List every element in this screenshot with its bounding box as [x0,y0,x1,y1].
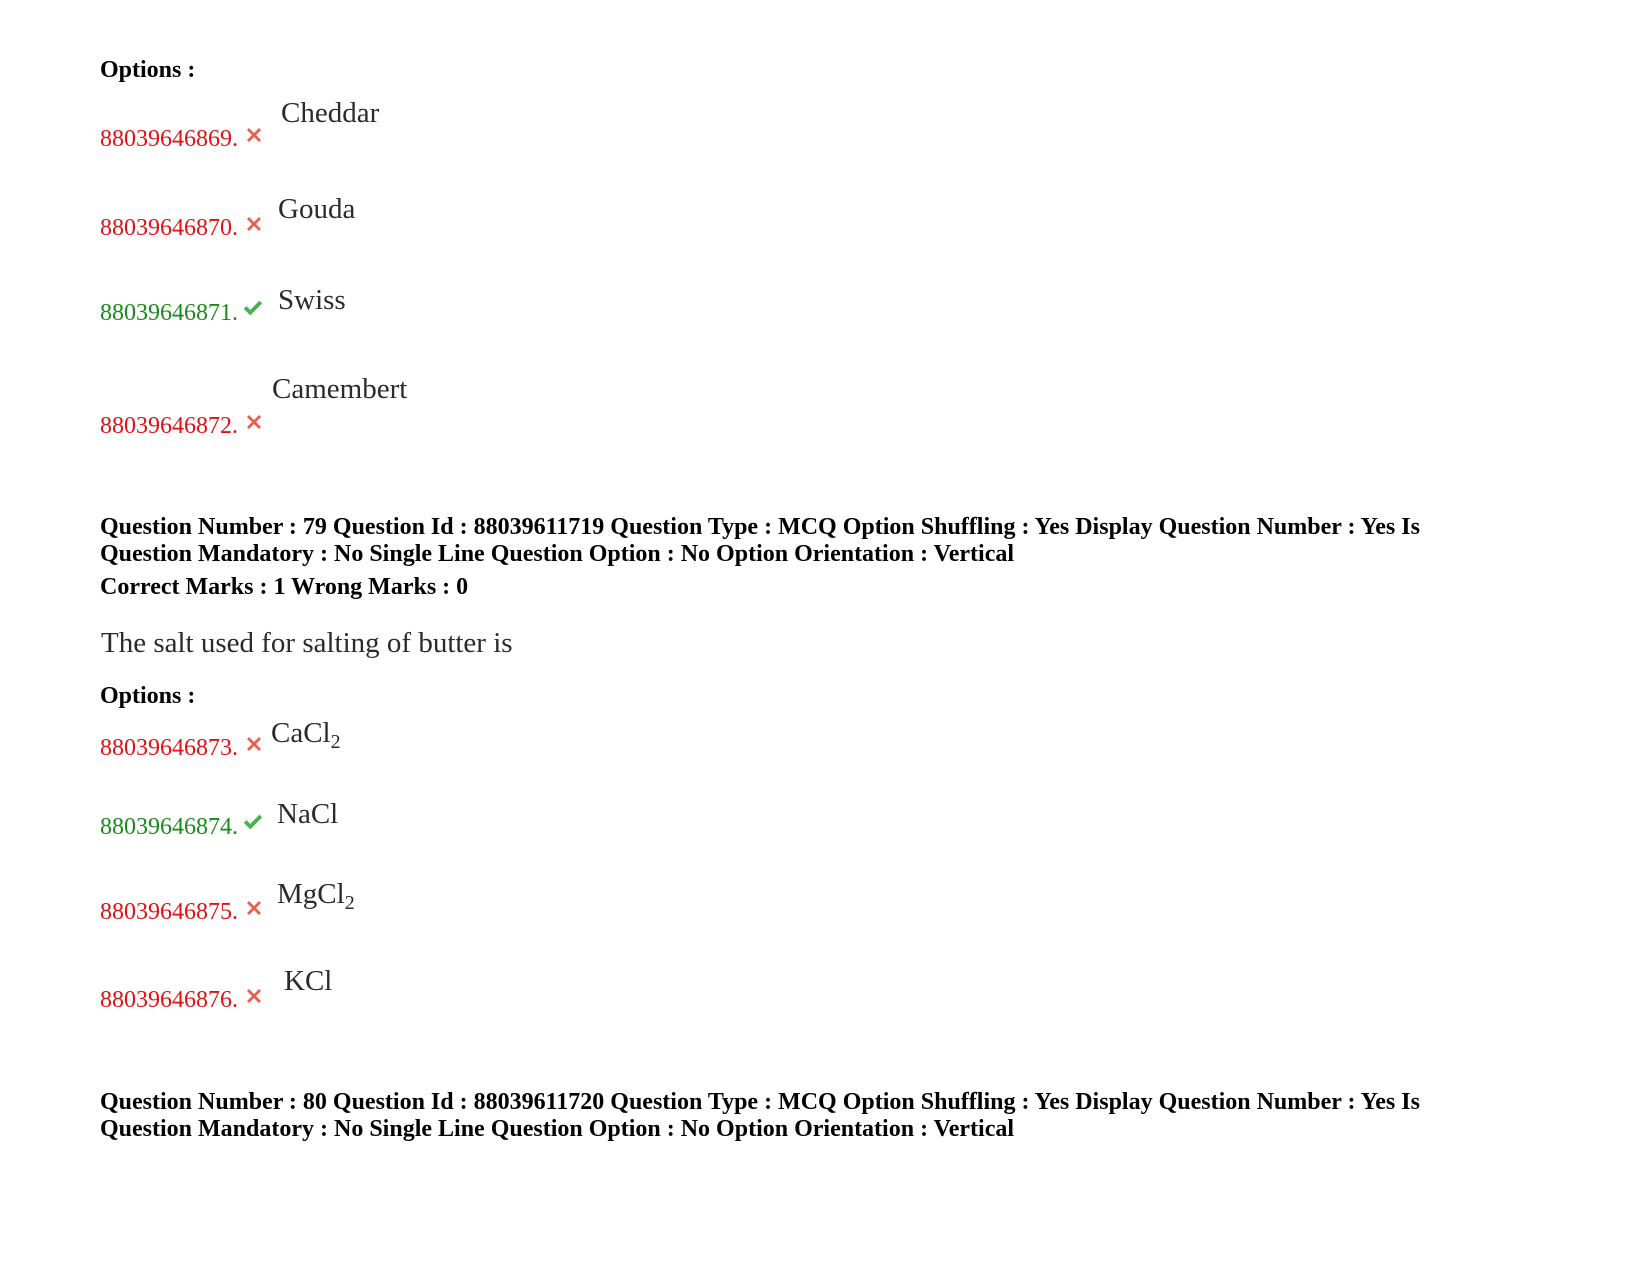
option-id: 88039646873. [100,735,238,761]
cross-icon [243,897,265,919]
question-meta [100,513,1560,568]
cross-icon [243,411,265,433]
cross-icon [243,733,265,755]
option-id: 88039646871. [100,300,238,326]
option-text: Camembert [272,373,408,405]
question-meta [100,1088,1560,1143]
cross-icon [243,124,265,146]
option-formula [277,797,338,831]
options-label: Options : [100,683,196,709]
formula-main: KCl [284,965,333,997]
marks-line: Correct Marks : 1 Wrong Marks : 0 [100,574,469,600]
formula-main: NaCl [277,798,339,830]
option-id: 88039646869. [100,126,238,152]
option-text: Gouda [278,193,356,225]
options-label: Options : [100,57,196,83]
formula-subscript: 2 [330,731,341,753]
cross-icon [243,985,265,1007]
option-id: 88039646875. [100,899,238,925]
option-text: Cheddar [281,97,380,129]
question-meta-line: Question Number : 79 Question Id : 88039611719 Question Type : MCQ Option Shuffling : Yes Display Question Number : Yes Is [100,514,1420,540]
check-icon [242,811,264,833]
formula-main: CaCl [271,717,331,749]
option-formula [284,964,332,998]
check-icon [242,297,264,319]
formula-subscript: 2 [344,892,355,914]
cross-icon [243,213,265,235]
question-meta-line: Question Number : 80 Question Id : 88039611720 Question Type : MCQ Option Shuffling : Yes Display Question Number : Yes Is [100,1089,1420,1115]
option-formula [277,877,355,914]
option-id: 88039646876. [100,987,238,1013]
option-formula [271,716,341,753]
question-text: The salt used for salting of butter is [101,627,513,659]
question-meta-line: Question Mandatory : No Single Line Question Option : No Option Orientation : Vertical [100,1116,1015,1142]
option-id: 88039646870. [100,215,238,241]
formula-main: MgCl [277,878,345,910]
option-id: 88039646874. [100,814,238,840]
option-id: 88039646872. [100,413,238,439]
option-text: Swiss [278,284,346,316]
question-meta-line: Question Mandatory : No Single Line Question Option : No Option Orientation : Vertical [100,541,1015,567]
